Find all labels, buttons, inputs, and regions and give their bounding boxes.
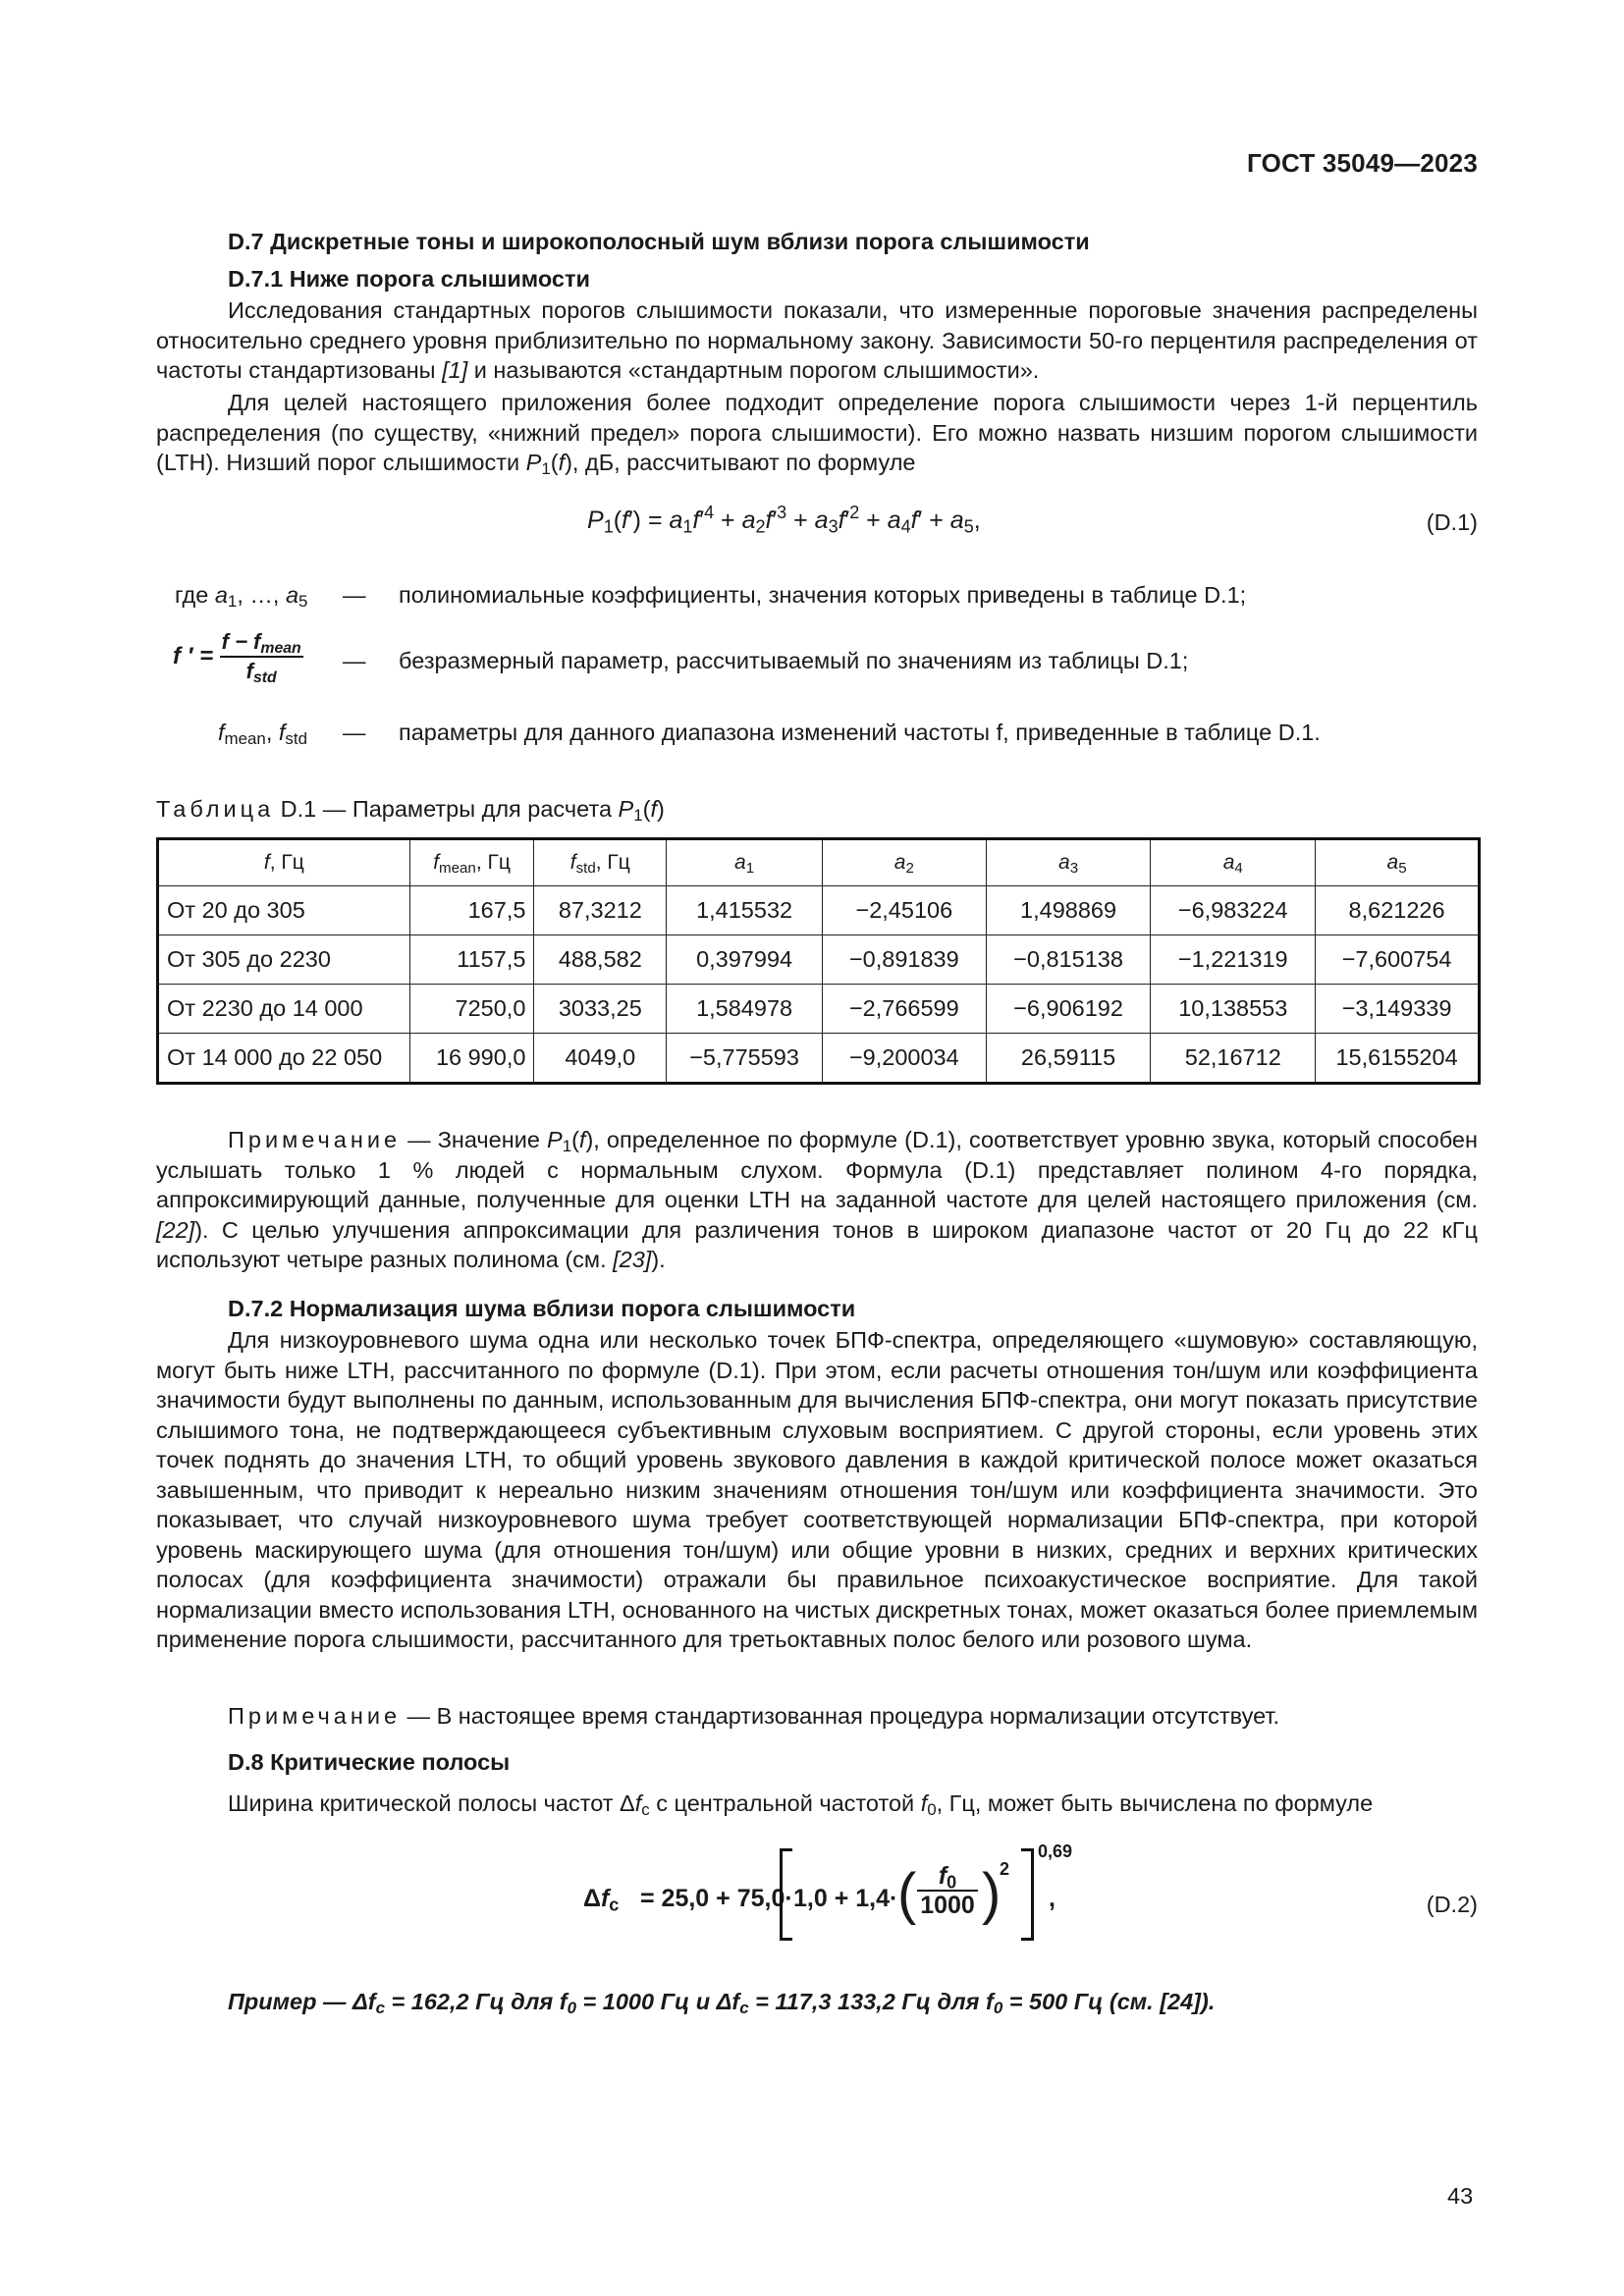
table-header-fstd: $f_{std}$, Гц <box>534 839 667 886</box>
table-header-a5: $a_5$ <box>1316 839 1480 886</box>
table-cell: 7250,0 <box>409 985 534 1034</box>
table-cell: 488,582 <box>534 935 667 985</box>
table-row <box>158 886 1480 935</box>
example: Пример — $\Delta f_c = 162,2$ Гц для $f_0 = 1000$ Гц и $\Delta f_c = 117,3$ 133,2 Гц для $f_0 = 500$ Гц (см. [24]). <box>228 1989 1216 2018</box>
table-header-a3: $a_3$ <box>986 839 1151 886</box>
table-header-f: f, Гц <box>158 839 410 886</box>
table-cell: 15,6155204 <box>1316 1034 1480 1084</box>
table-cell: 52,16712 <box>1151 1034 1316 1084</box>
table-row <box>158 935 1480 985</box>
section-d72-title: D.7.2 Нормализация шума вблизи порога слышимости <box>228 1296 856 1321</box>
table-cell: От 20 до 305 <box>158 886 410 935</box>
table-cell: −0,815138 <box>986 935 1151 985</box>
section-d8-title: D.8 Критические полосы <box>228 1749 511 1775</box>
formula-d1: $P_1(f') = a_1f'^4 + a_2f'^3 + a_3f'^2 + a_4f' + a_5$, <box>587 503 981 537</box>
table-header-a4: $a_4$ <box>1151 839 1316 886</box>
definition-symbol-fprime: f ′ = $\frac{f - f_{mean}}{f_{std}}$ <box>173 629 301 686</box>
note-1: Примечание — Значение $P_1(f)$, определенное по формуле (D.1), соответствует уровню звука, который способен услышать только 1 % людей с нормальным слухом. Формула (D.1) представляет полином 4-го порядка, аппроксимирующий данные, полученные для оценки LTH на заданной частоте для целей настоящего приложения (см. [22]). С целью улучшения аппроксимации для различения тонов в широком диапазоне частот от 20 Гц до 22 кГц используют четыре разных полинома (см. [23]). <box>156 1127 1478 1272</box>
table-cell: −7,600754 <box>1316 935 1480 985</box>
table-cell: От 2230 до 14 000 <box>158 985 410 1034</box>
definition-dash: — <box>343 648 366 673</box>
table-cell: 167,5 <box>409 886 534 935</box>
table-cell: 1,584978 <box>667 985 823 1034</box>
table-header-row <box>158 839 1480 886</box>
table-cell: 26,59115 <box>986 1034 1151 1084</box>
paragraph-d72: Для низкоуровневого шума одна или несколько точек БПФ-спектра, определяющего «шумовую» составляющую, могут быть ниже LTH, рассчитанного по формуле (D.1). При этом, если расчеты отношения тон/шум или коэффициента значимости будут выполнены по данным, использованным для вычисления БПФ-спектра, они могут показать присутствие слышимого тона, не подтверждающееся субъективным слуховым восприятием. С другой стороны, если уровень этих точек поднять до значения LTH, то общий уровень звукового давления в каждой критической полосе может оказаться завышенным, что приводит к нереально низким значениям отношения тон/шум или коэффициента значимости. Это показывает, что случай низкоуровневого шума требует соответствующей нормализации БПФ-спектра, при которой уровень маскирующего шума (для отношения тон/шум) или общие уровни в низких, средних и верхних критических полосах (для коэффициента значимости) отражали бы правильное психоакустическое восприятие. Для такой нормализации вместо использования LTH, основанного на чистых дискретных тонах, может оказаться более приемлемым применение порога слышимости, рассчитанного для третьоктавных полос белого или розового шума. <box>156 1327 1478 1652</box>
table-header-fmean: $f_{mean}$, Гц <box>409 839 534 886</box>
section-d71-title: D.7.1 Ниже порога слышимости <box>228 266 590 292</box>
table-cell: От 14 000 до 22 050 <box>158 1034 410 1084</box>
document-code: ГОСТ 35049—2023 <box>1247 148 1478 178</box>
table-cell: −5,775593 <box>667 1034 823 1084</box>
definition-text-fmean-fstd: параметры для данного диапазона изменений частоты f, приведенные в таблице D.1. <box>399 720 1321 745</box>
table-cell: 10,138553 <box>1151 985 1316 1034</box>
table-caption: Таблица D.1 — Параметры для расчета $P_1(f)$ <box>156 796 665 826</box>
definition-dash: — <box>343 720 366 745</box>
table-cell: −6,983224 <box>1151 886 1316 935</box>
table-cell: 8,621226 <box>1316 886 1480 935</box>
note-2: Примечание — В настоящее время стандартизованная процедура нормализации отсутствует. <box>228 1703 1280 1729</box>
table-cell: −0,891839 <box>822 935 986 985</box>
table-row <box>158 985 1480 1034</box>
table-row <box>158 1034 1480 1084</box>
formula-d2-number: (D.2) <box>1426 1892 1478 1917</box>
table-cell: От 305 до 2230 <box>158 935 410 985</box>
paragraph-d8: Ширина критической полосы частот $\Delta f_c$ с центральной частотой $f_0$, Гц, может быть вычислена по формуле <box>228 1790 1374 1820</box>
definition-symbol-fmean-fstd: $f_{mean}$, $f_{std}$ <box>218 720 307 749</box>
table-cell: −2,45106 <box>822 886 986 935</box>
table-cell: −3,149339 <box>1316 985 1480 1034</box>
table-cell: 0,397994 <box>667 935 823 985</box>
page-number: 43 <box>1447 2183 1474 2209</box>
table-header-a1: $a_1$ <box>667 839 823 886</box>
table-cell: −1,221319 <box>1151 935 1316 985</box>
table-cell: −6,906192 <box>986 985 1151 1034</box>
table-d1 <box>156 837 1481 1085</box>
table-cell: 1,415532 <box>667 886 823 935</box>
section-d7-title: D.7 Дискретные тоны и широкополосный шум вблизи порога слышимости <box>228 229 1090 254</box>
paragraph-d71-1: Исследования стандартных порогов слышимости показали, что измеренные пороговые значения распределены относительно среднего уровня приблизительно по нормальному закону. Зависимости 50-го перцентиля распределения от частоты стандартизованы [1] и называются «стандартным порогом слышимости». <box>156 297 1478 383</box>
definition-text-a: полиномиальные коэффициенты, значения которых приведены в таблице D.1; <box>399 582 1247 608</box>
table-cell: −2,766599 <box>822 985 986 1034</box>
table-cell: 4049,0 <box>534 1034 667 1084</box>
formula-d1-number: (D.1) <box>1426 509 1478 535</box>
table-cell: 1,498869 <box>986 886 1151 935</box>
definition-symbol-a: где $a_1$, …, $a_5$ <box>175 582 308 612</box>
table-cell: 87,3212 <box>534 886 667 935</box>
table-cell: 1157,5 <box>409 935 534 985</box>
table-cell: −9,200034 <box>822 1034 986 1084</box>
formula-d2: $\Delta f_c$ = 25,0 + 75,0· 1,0 + 1,4· ( $f_0$ 1000 ) 2 0,69 , <box>583 1837 1074 1945</box>
definition-text-fprime: безразмерный параметр, рассчитываемый по значениям из таблицы D.1; <box>399 648 1189 673</box>
table-cell: 16 990,0 <box>409 1034 534 1084</box>
table-header-a2: $a_2$ <box>822 839 986 886</box>
table-cell: 3033,25 <box>534 985 667 1034</box>
paragraph-d71-2: Для целей настоящего приложения более подходит определение порога слышимости через 1-й перцентиль распределения (по существу, «нижний предел» порога слышимости). Его можно назвать низшим порогом слышимости (LTH). Низший порог слышимости $P_1(f)$, дБ, рассчитывают по формуле <box>156 390 1478 479</box>
definition-dash: — <box>343 582 366 608</box>
